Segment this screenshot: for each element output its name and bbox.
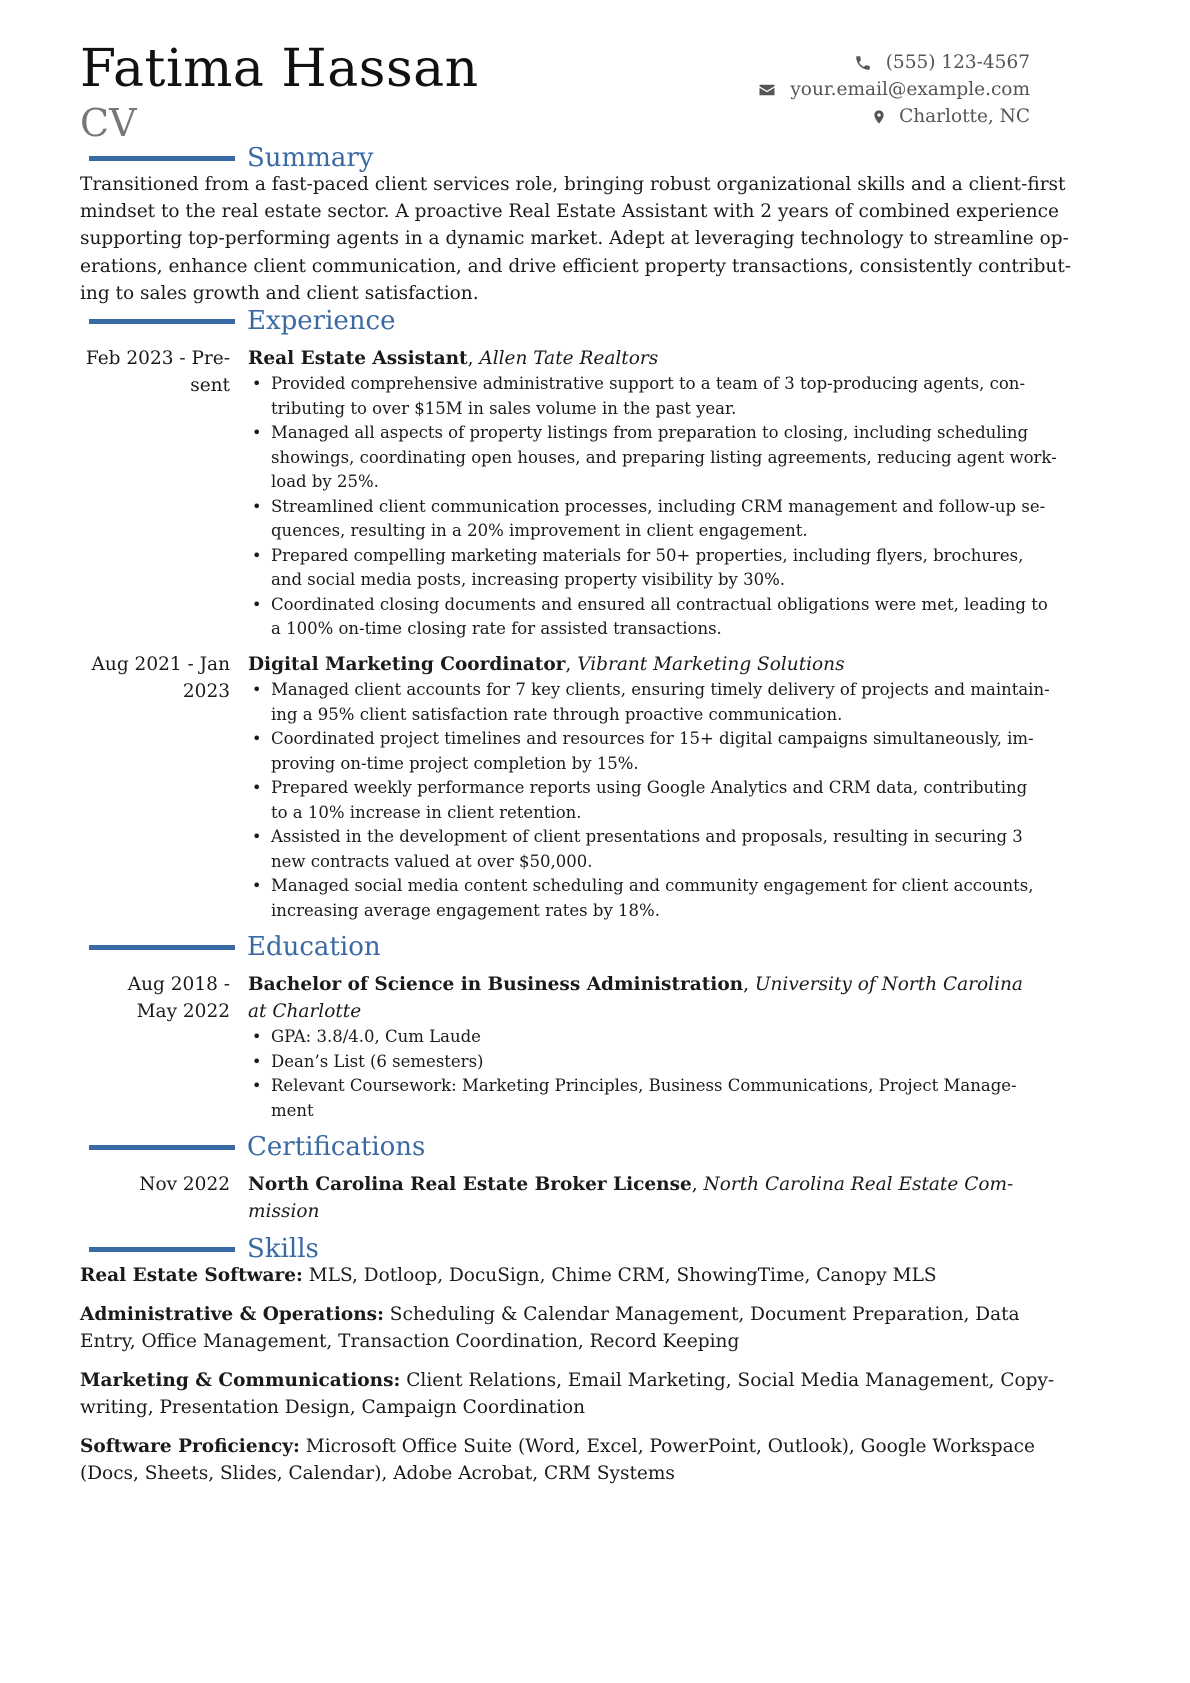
contact-phone: [630, 49, 1030, 76]
certification-heading: North Carolina Real Estate Broker License, North Carolina Real Estate Com- mission: [248, 1171, 1018, 1225]
section-accent-bar: [89, 1247, 235, 1252]
certification-date: Nov 2022: [139, 1174, 230, 1195]
list-item: • Provided comprehensive administrative support to a team of 3 top-producing agents, con- tributing to over $15M in sales volume in the past year.: [248, 372, 1018, 421]
section-title-summary: Summary: [247, 143, 374, 173]
list-item: • Prepared compelling marketing materials for 50+ properties, including flyers, brochures, and social media posts, increasing property visibility by 30%.: [248, 544, 1018, 593]
job-heading: Real Estate Assistant, Allen Tate Realtors: [248, 348, 659, 369]
job-heading: Digital Marketing Coordinator, Vibrant Marketing Solutions: [248, 654, 845, 675]
skill-group: [80, 1433, 1040, 1487]
section-accent-bar: [89, 945, 235, 950]
envelope-icon: [756, 81, 778, 99]
job-title: Real Estate Assistant: [248, 348, 468, 369]
contact-email: [630, 76, 1030, 103]
summary-paragraph: [80, 171, 1072, 307]
date-line: Feb 2023 - Pre-: [85, 348, 230, 369]
skill-values: Client Relations, Email Marketing, Social Media Management, Copy-: [406, 1370, 1055, 1391]
person-name: Fatima Hassan: [80, 39, 479, 99]
contact-block: [630, 49, 1030, 130]
job-title: Digital Marketing Coordinator: [248, 654, 566, 675]
section-accent-bar: [89, 319, 235, 324]
list-item: • Coordinated closing documents and ensured all contractual obligations were met, leading to a 100% on-time closing rate for assisted transactions.: [248, 593, 1018, 642]
list-item: • Assisted in the development of client presentations and proposals, resulting in securing 3 new contracts valued at over $50,000.: [248, 825, 1018, 874]
skill-group: [80, 1262, 1040, 1289]
summary-line: Transitioned from a fast-paced client services role, bringing robust organizational skills and a client-first: [80, 174, 1066, 195]
section-title-certifications: Certifications: [247, 1132, 426, 1162]
list-item: • Managed client accounts for 7 key clients, ensuring timely delivery of projects and maintain- ing a 95% client satisfaction rate through proactive communication.: [248, 678, 1018, 727]
certification-issuer: North Carolina Real Estate Com-: [703, 1174, 1014, 1195]
list-item: • Streamlined client communication processes, including CRM management and follow-up se- quences, resulting in a 20% improvement in client engagement.: [248, 495, 1018, 544]
degree-title: Bachelor of Science in Business Administration: [248, 974, 744, 995]
date-line: Aug 2021 - Jan: [91, 654, 230, 675]
summary-line: ing to sales growth and client satisfaction.: [80, 282, 479, 304]
section-title-education: Education: [247, 932, 381, 962]
job-company: Allen Tate Realtors: [479, 348, 659, 369]
job-bullets: [248, 372, 1057, 642]
skill-label: Software Proficiency:: [80, 1436, 300, 1457]
certification-issuer-cont: mission: [248, 1201, 320, 1222]
skill-group: [80, 1301, 1040, 1355]
section-header-skills: [89, 1233, 319, 1265]
job-date: [80, 651, 230, 705]
education-heading: Bachelor of Science in Business Administration, University of North Carolina at Charlotte: [248, 971, 1018, 1025]
skill-group: [80, 1367, 1055, 1421]
section-title-skills: Skills: [247, 1234, 319, 1264]
list-item: • Relevant Coursework: Marketing Principles, Business Communications, Project Manage- ment: [248, 1074, 1018, 1123]
education-date: [80, 971, 230, 1025]
contact-location: [630, 103, 1030, 130]
date-line: sent: [190, 375, 230, 396]
summary-line: supporting top-performing agents in a dynamic market. Adept at leveraging technology to streamline op-: [80, 228, 1069, 250]
document-subtitle: CV: [80, 101, 137, 145]
list-item: • GPA: 3.8/4.0, Cum Laude: [248, 1025, 1018, 1050]
summary-line: erations, enhance client communication, and drive efficient property transactions, consistently contribut-: [80, 255, 1072, 277]
phone-icon: [852, 54, 874, 72]
date-line: Aug 2018 -: [127, 974, 230, 995]
section-header-experience: [89, 305, 396, 337]
skill-label: Marketing & Communications:: [80, 1370, 401, 1391]
skill-values: Scheduling & Calendar Management, Document Preparation, Data: [389, 1304, 1020, 1325]
education-bullets: [248, 1025, 1018, 1123]
list-item: • Coordinated project timelines and resources for 15+ digital campaigns simultaneously, im- proving on-time project completion by 15%.: [248, 727, 1018, 776]
phone-number: (555) 123-4567: [885, 52, 1030, 73]
list-item: • Dean’s List (6 semesters): [248, 1050, 1018, 1075]
skill-label: Real Estate Software:: [80, 1265, 303, 1286]
summary-line: mindset to the real estate sector. A proactive Real Estate Assistant with 2 years of combined experience: [80, 201, 1059, 223]
school-name: University of North Carolina: [754, 974, 1023, 995]
list-item: • Managed social media content scheduling and community engagement for client accounts, increasing average engagement rates by 18%.: [248, 874, 1018, 923]
email-address: your.email@example.com: [790, 79, 1030, 100]
job-date: [80, 345, 230, 399]
section-header-certifications: [89, 1131, 425, 1163]
section-header-education: [89, 931, 381, 963]
skill-values-cont: (Docs, Sheets, Slides, Calendar), Adobe Acrobat, CRM Systems: [80, 1463, 675, 1484]
skill-values: Microsoft Office Suite (Word, Excel, PowerPoint, Outlook), Google Workspace: [305, 1436, 1035, 1457]
section-header-summary: [89, 142, 373, 174]
location-text: Charlotte, NC: [899, 106, 1030, 127]
list-item: • Managed all aspects of property listings from preparation to closing, including scheduling showings, coordinating open houses, and preparing listing agreements, reducing agent work- load by 25%.: [248, 421, 1018, 495]
skill-values: MLS, Dotloop, DocuSign, Chime CRM, ShowingTime, Canopy MLS: [308, 1265, 937, 1286]
section-accent-bar: [89, 156, 235, 161]
date-line: May 2022: [136, 1001, 230, 1022]
certification-title: North Carolina Real Estate Broker License: [248, 1174, 692, 1195]
job-company: Vibrant Marketing Solutions: [577, 654, 845, 675]
job-bullets: [248, 678, 1050, 923]
list-item: • Prepared weekly performance reports using Google Analytics and CRM data, contributing to a 10% increase in client retention.: [248, 776, 1018, 825]
map-marker-icon: [871, 108, 887, 126]
skill-label: Administrative & Operations:: [80, 1304, 384, 1325]
section-title-experience: Experience: [247, 306, 396, 336]
skill-values-cont: writing, Presentation Design, Campaign Coordination: [80, 1397, 586, 1418]
skill-values-cont: Entry, Office Management, Transaction Coordination, Record Keeping: [80, 1331, 740, 1352]
section-accent-bar: [89, 1145, 235, 1150]
school-name-cont: at Charlotte: [248, 1001, 362, 1022]
date-line: 2023: [182, 681, 230, 702]
